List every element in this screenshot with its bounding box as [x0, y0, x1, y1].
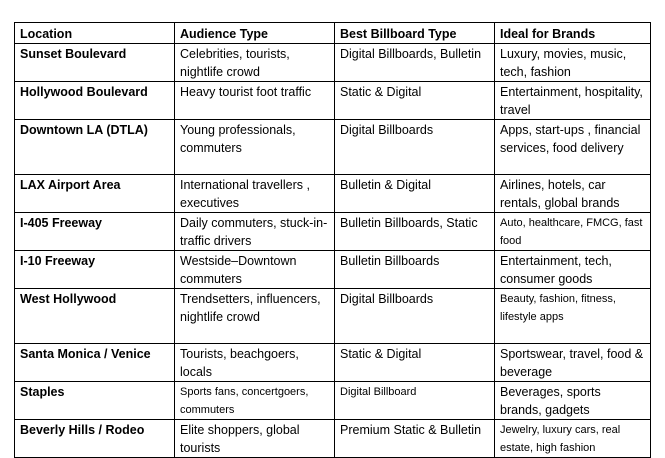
brands-cell: Entertainment, tech, consumer goods: [495, 251, 651, 289]
location-cell: I-10 Freeway: [15, 251, 175, 289]
audience-cell: Sports fans, concertgoers, commuters: [175, 382, 335, 420]
table-row: [15, 44, 651, 82]
brands-cell: Apps, start-ups , financial services, food delivery: [495, 120, 651, 175]
billboard-cell: Bulletin Billboards, Static: [335, 213, 495, 251]
audience-cell: Daily commuters, stuck-in-traffic drivers: [175, 213, 335, 251]
table-row: [15, 289, 651, 344]
table-row: [15, 213, 651, 251]
header-billboard-type: Best Billboard Type: [335, 23, 495, 44]
brands-cell: Beverages, sports brands, gadgets: [495, 382, 651, 420]
billboard-cell: Premium Static & Bulletin: [335, 420, 495, 458]
billboard-cell: Digital Billboards, Bulletin: [335, 44, 495, 82]
audience-cell: Trendsetters, influencers, nightlife crowd: [175, 289, 335, 344]
brands-cell: Beauty, fashion, fitness, lifestyle apps: [495, 289, 651, 344]
location-cell: Santa Monica / Venice: [15, 344, 175, 382]
table-row: [15, 344, 651, 382]
audience-cell: Tourists, beachgoers, locals: [175, 344, 335, 382]
billboard-cell: Static & Digital: [335, 82, 495, 120]
table-row: [15, 382, 651, 420]
audience-cell: International travellers , executives: [175, 175, 335, 213]
billboard-cell: Digital Billboards: [335, 120, 495, 175]
billboard-locations-table: [14, 22, 651, 458]
brands-cell: Jewelry, luxury cars, real estate, high fashion: [495, 420, 651, 458]
brands-cell: Auto, healthcare, FMCG, fast food: [495, 213, 651, 251]
audience-cell: Celebrities, tourists, nightlife crowd: [175, 44, 335, 82]
billboard-cell: Digital Billboard: [335, 382, 495, 420]
location-cell: Beverly Hills / Rodeo: [15, 420, 175, 458]
location-cell: West Hollywood: [15, 289, 175, 344]
audience-cell: Young professionals, commuters: [175, 120, 335, 175]
table-row: [15, 175, 651, 213]
billboard-cell: Static & Digital: [335, 344, 495, 382]
location-cell: Staples: [15, 382, 175, 420]
brands-cell: Entertainment, hospitality, travel: [495, 82, 651, 120]
table-row: [15, 420, 651, 458]
table-row: [15, 251, 651, 289]
header-ideal-brands: Ideal for Brands: [495, 23, 651, 44]
header-audience-type: Audience Type: [175, 23, 335, 44]
location-cell: Downtown LA (DTLA): [15, 120, 175, 175]
audience-cell: Westside–Downtown commuters: [175, 251, 335, 289]
table-row: [15, 82, 651, 120]
location-cell: LAX Airport Area: [15, 175, 175, 213]
location-cell: Sunset Boulevard: [15, 44, 175, 82]
table-row: [15, 120, 651, 175]
billboard-cell: Bulletin & Digital: [335, 175, 495, 213]
brands-cell: Sportswear, travel, food & beverage: [495, 344, 651, 382]
location-cell: I-405 Freeway: [15, 213, 175, 251]
brands-cell: Luxury, movies, music, tech, fashion: [495, 44, 651, 82]
table-header-row: [15, 23, 651, 44]
billboard-cell: Bulletin Billboards: [335, 251, 495, 289]
location-cell: Hollywood Boulevard: [15, 82, 175, 120]
billboard-cell: Digital Billboards: [335, 289, 495, 344]
header-location: Location: [15, 23, 175, 44]
audience-cell: Elite shoppers, global tourists: [175, 420, 335, 458]
audience-cell: Heavy tourist foot traffic: [175, 82, 335, 120]
brands-cell: Airlines, hotels, car rentals, global brands: [495, 175, 651, 213]
